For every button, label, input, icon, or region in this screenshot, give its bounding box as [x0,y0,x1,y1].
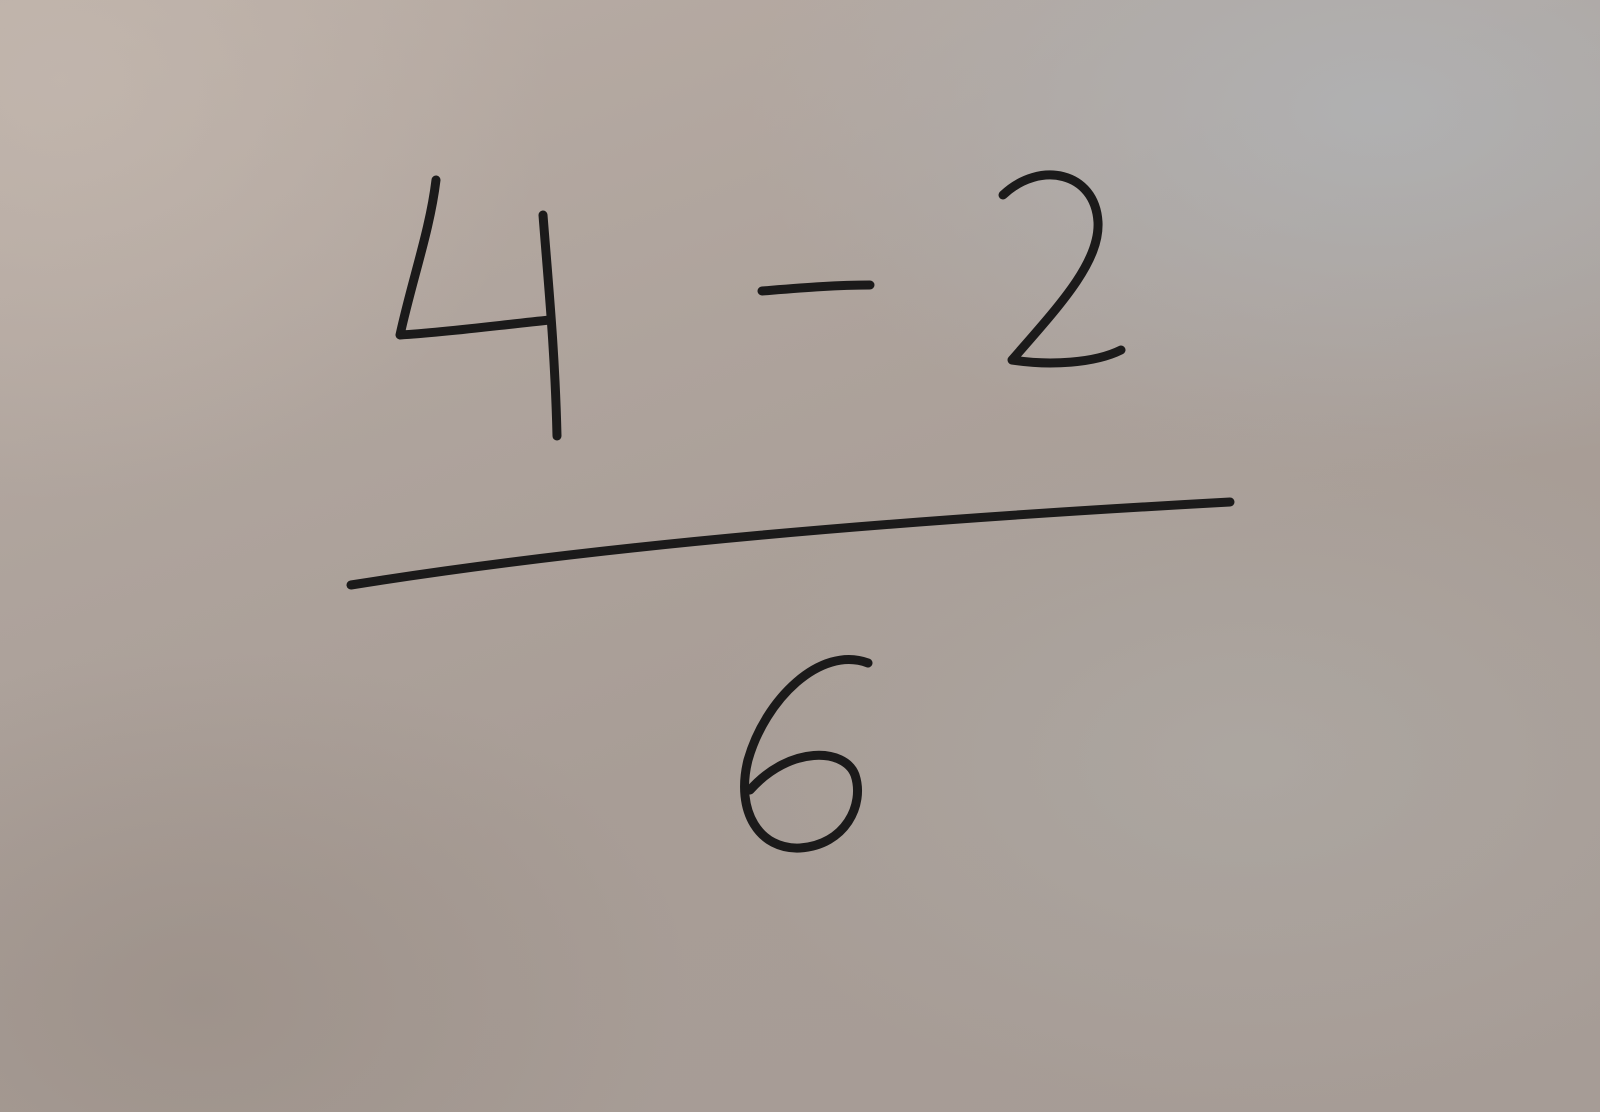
numerator-digit-2 [1003,175,1121,363]
denominator-digit-6 [745,660,868,849]
numerator-digit-4 [400,180,557,436]
numerator-minus-sign [762,285,870,291]
fraction-bar [351,502,1230,585]
